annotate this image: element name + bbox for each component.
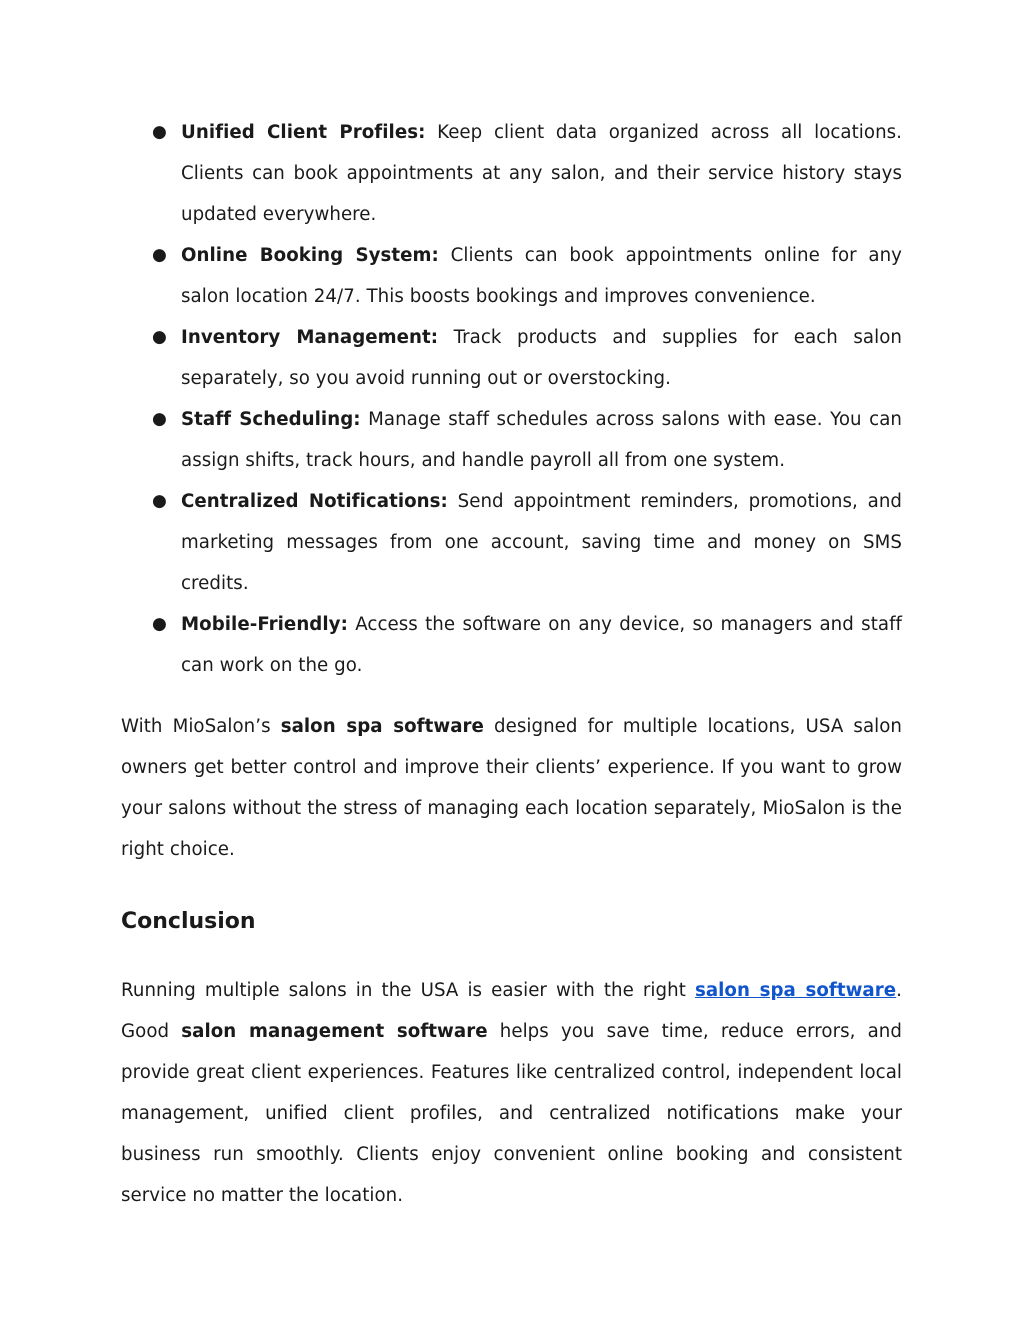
summary-text-end: designed for multiple locations, USA salon owners get better control and improve their clients’ experience. If you want to grow your salons without the stress of managing each location separately, MioSalon is the right choice. <box>121 716 903 860</box>
feature-description: Access the software on any device, so managers and staff can work on the go. <box>181 614 902 676</box>
feature-term: Centralized Notifications: <box>181 491 448 512</box>
document-page <box>121 112 902 1216</box>
list-item <box>121 399 902 481</box>
summary-text-start: With MioSalon’s <box>121 716 281 737</box>
conclusion-text-mid: . Good <box>121 980 903 1042</box>
feature-description: Keep client data organized across all locations. Clients can book appointments at any salon, and their service history stays updated everywhere. <box>181 122 903 225</box>
feature-term: Online Booking System: <box>181 245 439 266</box>
bullet-icon: ● <box>152 122 167 142</box>
feature-term: Unified Client Profiles: <box>181 122 426 143</box>
summary-paragraph <box>121 706 902 870</box>
feature-description: Clients can book appointments online for any salon location 24/7. This boosts bookings and improves convenience. <box>181 245 902 307</box>
feature-description: Send appointment reminders, promotions, and marketing messages from one account, saving time and money on SMS credits. <box>181 491 902 594</box>
bullet-icon: ● <box>152 614 167 634</box>
list-item <box>121 604 902 686</box>
conclusion-text-end: helps you save time, reduce errors, and provide great client experiences. Features like centralized control, independent local management, unified client profiles, and centralized notifications make your business run smoothly. Clients enjoy convenient online booking and consistent service no matter the location. <box>121 1021 902 1206</box>
list-item <box>121 481 902 604</box>
feature-description: Manage staff schedules across salons with ease. You can assign shifts, track hours, and handle payroll all from one system. <box>181 409 902 471</box>
section-heading: Conclusion <box>121 909 256 934</box>
feature-list <box>121 112 902 686</box>
bullet-icon: ● <box>152 245 167 265</box>
bullet-icon: ● <box>152 327 167 347</box>
salon-spa-software-link[interactable]: salon spa software <box>694 980 897 1001</box>
feature-term: Inventory Management: <box>181 327 439 348</box>
bullet-icon: ● <box>152 491 167 511</box>
feature-description: Track products and supplies for each salon separately, so you avoid running out or overstocking. <box>181 327 902 389</box>
conclusion-paragraph <box>121 970 902 1216</box>
feature-term: Staff Scheduling: <box>181 409 361 430</box>
conclusion-text-start: Running multiple salons in the USA is easier with the right <box>121 980 695 1001</box>
feature-term: Mobile-Friendly: <box>181 614 348 635</box>
conclusion-bold-term: salon management software <box>181 1021 488 1042</box>
summary-bold-term: salon spa software <box>280 716 484 737</box>
list-item <box>121 235 902 317</box>
list-item <box>121 317 902 399</box>
bullet-icon: ● <box>152 409 167 429</box>
list-item <box>121 112 902 235</box>
